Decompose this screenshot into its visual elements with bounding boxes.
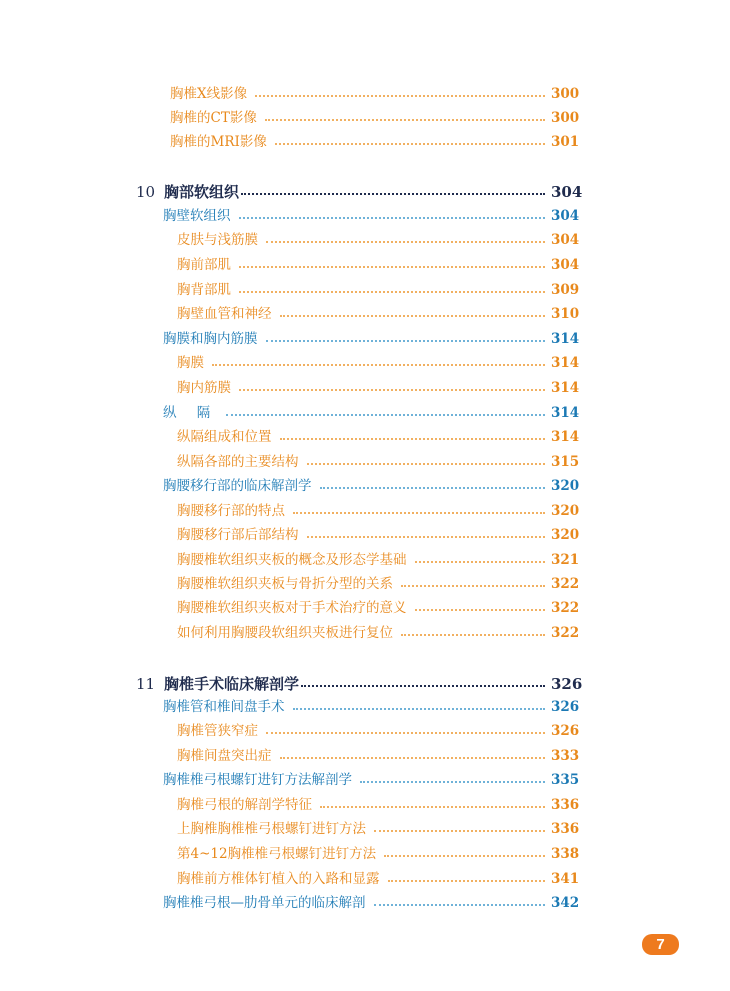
dot-leader <box>301 685 545 687</box>
toc-entry[interactable] <box>170 83 580 105</box>
chapter-number: 11 <box>136 675 156 693</box>
dot-leader <box>415 561 546 563</box>
toc-entry-label: 胸腰移行部后部结构 <box>177 527 299 543</box>
toc-entry[interactable] <box>177 279 580 301</box>
toc-entry-page: 314 <box>551 380 580 396</box>
dot-leader <box>239 217 546 219</box>
dot-leader <box>388 880 546 882</box>
chapter-page: 326 <box>551 675 583 693</box>
toc-entry-label: 胸椎X线影像 <box>170 86 248 102</box>
toc-entry-page: 322 <box>551 625 580 641</box>
toc-entry[interactable] <box>177 573 580 595</box>
toc-entry[interactable] <box>177 597 580 619</box>
dot-leader <box>239 266 545 268</box>
toc-entry[interactable] <box>170 131 580 153</box>
dot-leader <box>401 585 545 587</box>
dot-leader <box>226 414 545 416</box>
toc-entry[interactable] <box>177 451 580 473</box>
toc-entry-label: 纵隔组成和位置 <box>177 429 272 445</box>
toc-section-label: 胸膜和胸内筋膜 <box>163 331 258 347</box>
dot-leader <box>307 536 546 538</box>
toc-entry-label: 胸椎管狭窄症 <box>177 723 258 739</box>
toc-entry-label: 胸前部肌 <box>177 257 231 273</box>
toc-entry[interactable] <box>177 229 580 251</box>
toc-entry-page: 338 <box>551 846 580 862</box>
toc-section-label: 胸椎椎弓根螺钉进钉方法解剖学 <box>163 772 352 788</box>
toc-section-label: 胸腰移行部的临床解剖学 <box>163 478 312 494</box>
toc-section[interactable] <box>163 769 580 791</box>
dot-leader <box>241 193 545 195</box>
dot-leader <box>280 438 546 440</box>
dot-leader <box>255 95 545 97</box>
dot-leader <box>401 634 545 636</box>
dot-leader <box>293 708 546 710</box>
toc-entry[interactable] <box>177 352 580 374</box>
toc-entry-label: 胸腰椎软组织夹板与骨折分型的关系 <box>177 576 393 592</box>
toc-section-label: 胸椎椎弓根—肋骨单元的临床解剖 <box>163 895 366 911</box>
toc-entry[interactable] <box>177 745 580 767</box>
toc-entry-label: 如何利用胸腰段软组织夹板进行复位 <box>177 625 393 641</box>
toc-entry-page: 315 <box>551 454 580 470</box>
toc-section[interactable] <box>163 402 580 424</box>
toc-entry-label: 胸背部肌 <box>177 282 231 298</box>
toc-entry[interactable] <box>177 254 580 276</box>
toc-entry-page: 300 <box>551 86 580 102</box>
chapter-page: 304 <box>551 183 583 201</box>
toc-entry[interactable] <box>177 524 580 546</box>
toc-section[interactable] <box>163 205 580 227</box>
toc-entry[interactable] <box>177 303 580 325</box>
toc-entry-page: 300 <box>551 110 580 126</box>
toc-entry-label: 胸椎的CT影像 <box>170 110 257 126</box>
toc-entry[interactable] <box>177 377 580 399</box>
toc-section[interactable] <box>163 475 580 497</box>
dot-leader <box>280 757 546 759</box>
dot-leader <box>265 119 545 121</box>
toc-entry-label: 胸膜 <box>177 355 204 371</box>
dot-leader <box>280 315 546 317</box>
toc-entry-label: 胸腰椎软组织夹板的概念及形态学基础 <box>177 552 407 568</box>
toc-entry[interactable] <box>177 794 580 816</box>
toc-entry-page: 320 <box>551 527 580 543</box>
toc-entry-page: 333 <box>551 748 580 764</box>
dot-leader <box>360 781 545 783</box>
toc-entry-label: 胸椎的MRI影像 <box>170 134 267 150</box>
toc-entry-label: 纵隔各部的主要结构 <box>177 454 299 470</box>
toc-entry[interactable] <box>170 107 580 129</box>
dot-leader <box>320 487 546 489</box>
toc-section-page: 342 <box>551 895 580 911</box>
dot-leader <box>266 340 546 342</box>
toc-entry[interactable] <box>177 549 580 571</box>
dot-leader <box>239 291 545 293</box>
toc-entry-label: 上胸椎胸椎椎弓根螺钉进钉方法 <box>177 821 366 837</box>
toc-entry[interactable] <box>177 720 580 742</box>
toc-entry-page: 314 <box>551 355 580 371</box>
toc-entry-page: 341 <box>551 871 580 887</box>
dot-leader <box>384 855 545 857</box>
toc-section-page: 335 <box>551 772 580 788</box>
dot-leader <box>239 389 545 391</box>
dot-leader <box>266 241 545 243</box>
dot-leader <box>293 512 545 514</box>
toc-section-label: 胸壁软组织 <box>163 208 231 224</box>
toc-entry[interactable] <box>177 818 580 840</box>
toc-entry[interactable] <box>177 868 580 890</box>
toc-entry-page: 322 <box>551 576 580 592</box>
toc-section-page: 314 <box>551 331 580 347</box>
toc-entry[interactable] <box>177 843 580 865</box>
toc-entry-page: 322 <box>551 600 580 616</box>
toc-entry-page: 336 <box>551 821 580 837</box>
toc-entry-page: 336 <box>551 797 580 813</box>
dot-leader <box>320 806 545 808</box>
toc-entry-label: 胸腰椎软组织夹板对于手术治疗的意义 <box>177 600 407 616</box>
dot-leader <box>307 463 546 465</box>
toc-section[interactable] <box>163 696 580 718</box>
page-number-badge: 7 <box>642 934 679 955</box>
dot-leader <box>212 364 545 366</box>
chapter-title: 胸椎手术临床解剖学 <box>164 675 300 693</box>
dot-leader <box>266 732 545 734</box>
toc-entry-page: 304 <box>551 232 580 248</box>
toc-entry[interactable] <box>177 622 580 644</box>
toc-section-page: 326 <box>551 699 580 715</box>
dot-leader <box>275 143 545 145</box>
toc-entry-page: 301 <box>551 134 580 150</box>
toc-entry-page: 309 <box>551 282 580 298</box>
toc-entry-page: 320 <box>551 503 580 519</box>
toc-section-page: 320 <box>551 478 580 494</box>
toc-section[interactable] <box>163 328 580 350</box>
dot-leader <box>374 830 545 832</box>
chapter-heading[interactable] <box>136 181 583 203</box>
toc-entry[interactable] <box>177 500 580 522</box>
toc-section-page: 304 <box>551 208 580 224</box>
chapter-number: 10 <box>136 183 156 201</box>
toc-section[interactable] <box>163 892 580 914</box>
toc-section-label: 胸椎管和椎间盘手术 <box>163 699 285 715</box>
toc-entry-page: 310 <box>551 306 580 322</box>
toc-entry-page: 326 <box>551 723 580 739</box>
toc-entry-label: 胸壁血管和神经 <box>177 306 272 322</box>
toc-section-label: 纵 隔 <box>163 405 219 421</box>
dot-leader <box>374 904 546 906</box>
chapter-title: 胸部软组织 <box>164 183 240 201</box>
chapter-heading[interactable] <box>136 673 583 695</box>
toc-entry-page: 314 <box>551 429 580 445</box>
toc-entry-label: 皮肤与浅筋膜 <box>177 232 258 248</box>
toc-entry-label: 第4~12胸椎椎弓根螺钉进钉方法 <box>177 846 377 862</box>
toc-entry-page: 304 <box>551 257 580 273</box>
dot-leader <box>415 609 546 611</box>
toc-entry-label: 胸椎前方椎体钉植入的入路和显露 <box>177 871 380 887</box>
toc-entry-label: 胸内筋膜 <box>177 380 231 396</box>
toc-entry-label: 胸椎弓根的解剖学特征 <box>177 797 312 813</box>
toc-entry-page: 321 <box>551 552 580 568</box>
toc-section-page: 314 <box>551 405 580 421</box>
toc-entry-label: 胸椎间盘突出症 <box>177 748 272 764</box>
toc-entry-label: 胸腰移行部的特点 <box>177 503 285 519</box>
toc-entry[interactable] <box>177 426 580 448</box>
